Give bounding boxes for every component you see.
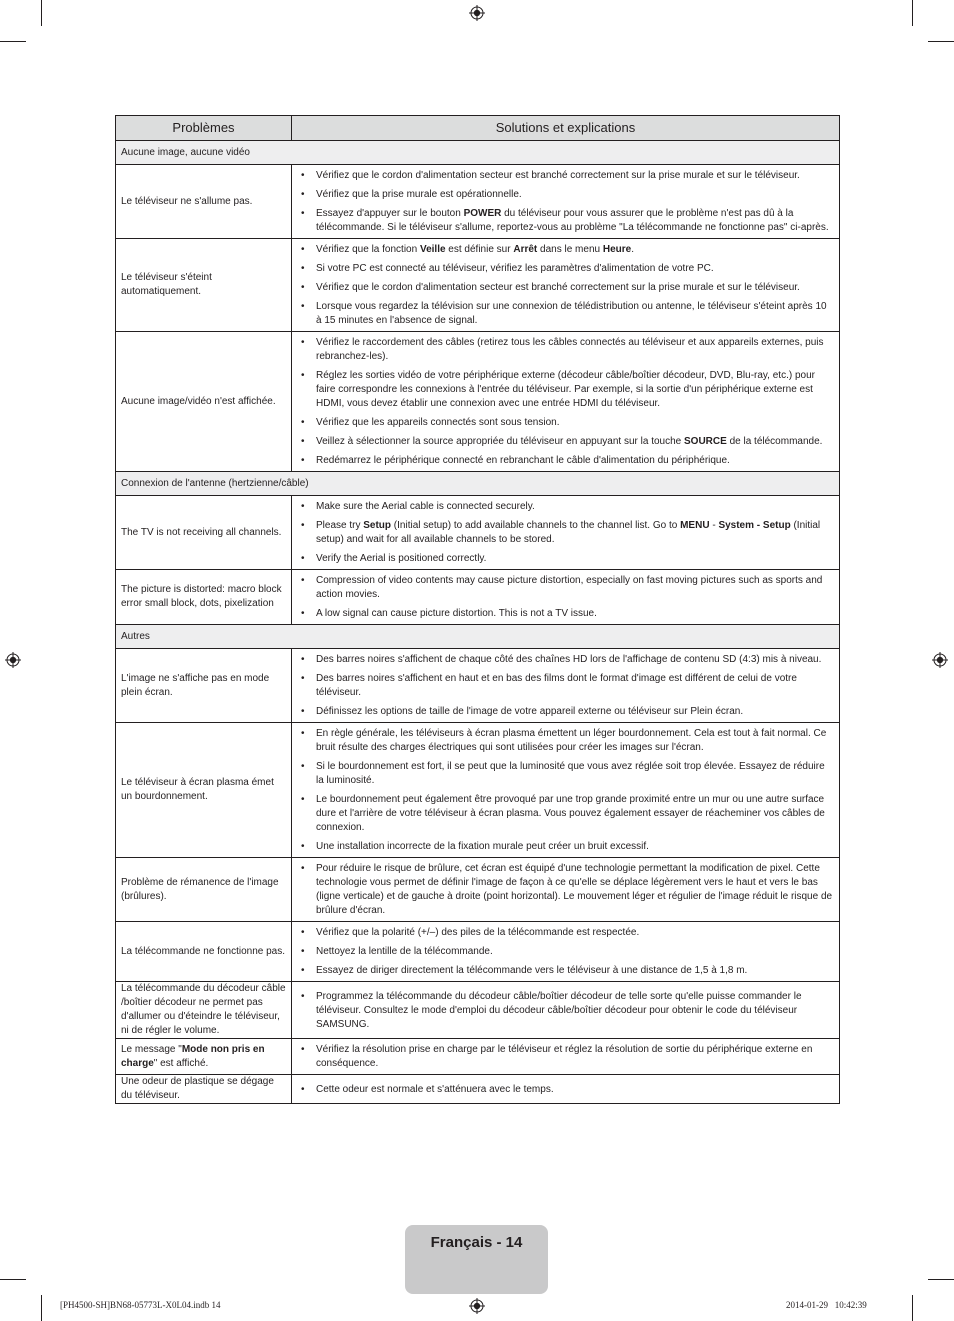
solution-item: • Essayez de diriger directement la télécommande vers le téléviseur à une distance de 1,5 à 1,8 m. xyxy=(297,964,834,978)
solution-item: • Make sure the Aerial cable is connected securely. xyxy=(297,500,834,514)
solution-item: • En règle générale, les téléviseurs à écran plasma émettent un léger bourdonnement. Cela est tout à fait normal. Ce bruit résulte des charges électriques qui sont utilisées pour créer les images sur l'écran. xyxy=(297,727,834,755)
table-row xyxy=(116,1075,840,1104)
table-row xyxy=(116,332,840,472)
header-problems: Problèmes xyxy=(116,116,292,141)
solution-item: • Des barres noires s'affichent en haut et en bas des films dont le format d'image est différent de celui de votre téléviseur. xyxy=(297,672,834,700)
bold-text-run: POWER xyxy=(463,208,502,219)
solution-item: • Vérifiez la résolution prise en charge par le téléviseur et réglez la résolution de sortie du périphérique externe en conséquence. xyxy=(297,1043,834,1071)
solution-item: • Si votre PC est connecté au téléviseur, vérifiez les paramètres d'alimentation de votre PC. xyxy=(297,262,834,276)
footer-timestamp: 2014-01-29 10:42:39 xyxy=(786,1300,867,1310)
table-row xyxy=(116,982,840,1039)
solutions-cell xyxy=(292,922,840,982)
solution-list xyxy=(297,649,834,722)
section-title: Autres xyxy=(116,625,840,649)
table-row xyxy=(116,239,840,332)
solution-item xyxy=(297,519,834,547)
bold-text-run: MENU xyxy=(680,520,710,531)
solutions-cell xyxy=(292,239,840,332)
text-run: (Initial setup) to add available channels to the channel list. Go to xyxy=(391,520,681,531)
solution-list xyxy=(297,165,834,238)
section-row xyxy=(116,625,840,649)
bold-text-run: Veille xyxy=(419,244,446,255)
solution-list xyxy=(297,496,834,569)
bold-text-run: Arrêt xyxy=(513,244,538,255)
crop-mark xyxy=(41,0,42,26)
solution-item: • Vérifiez que la polarité (+/–) des piles de la télécommande est respectée. xyxy=(297,926,834,940)
section-row xyxy=(116,141,840,165)
text-run: Veillez à sélectionner la source appropriée du téléviseur en appuyant sur la touche xyxy=(316,436,685,447)
solution-item: • Vérifiez que le cordon d'alimentation secteur est branché correctement sur la prise murale et sur le téléviseur. xyxy=(297,281,834,295)
bold-text-run: Mode non pris en charge xyxy=(121,1043,265,1069)
problem-cell: La télécommande du décodeur câble /boîtier décodeur ne permet pas d'allumer ou d'éteindre le téléviseur, ni de régler le volume. xyxy=(116,982,292,1039)
solution-list xyxy=(297,570,834,624)
problem-cell: Problème de rémanence de l'image (brûlures). xyxy=(116,858,292,922)
solution-list xyxy=(297,986,834,1035)
solutions-cell xyxy=(292,570,840,625)
problem-cell: Le téléviseur à écran plasma émet un bourdonnement. xyxy=(116,723,292,858)
solution-item: • Réglez les sorties vidéo de votre périphérique externe (décodeur câble/boîtier décodeur, DVD, Blu-ray, etc.) pour faire correspondre les connexions à l'entrée du téléviseur. Par exemple, si la sortie d'un périphérique externe est HDMI, vous devez établir une connexion avec une entrée HDMI du téléviseur. xyxy=(297,369,834,411)
solutions-cell xyxy=(292,982,840,1039)
crop-mark xyxy=(0,1279,26,1280)
registration-mark-icon xyxy=(932,652,948,668)
problem-cell: The picture is distorted: macro block error small block, dots, pixelization xyxy=(116,570,292,625)
registration-mark-icon xyxy=(469,1298,485,1314)
table-row xyxy=(116,1039,840,1075)
header-solutions: Solutions et explications xyxy=(292,116,840,141)
problem-cell: Le téléviseur s'éteint automatiquement. xyxy=(116,239,292,332)
solution-item xyxy=(297,435,834,449)
problem-cell: The TV is not receiving all channels. xyxy=(116,496,292,570)
solutions-cell xyxy=(292,496,840,570)
solution-item: • Vérifiez que le cordon d'alimentation secteur est branché correctement sur la prise murale et sur le téléviseur. xyxy=(297,169,834,183)
problem-cell: La télécommande ne fonctionne pas. xyxy=(116,922,292,982)
text-run: - xyxy=(709,520,719,531)
solution-list xyxy=(297,239,834,331)
crop-mark xyxy=(41,1295,42,1321)
solution-item: • Si le bourdonnement est fort, il se peut que la luminosité que vous avez réglée soit trop élevée. Essayez de réduire la luminosité. xyxy=(297,760,834,788)
solution-list xyxy=(297,723,834,857)
problem-cell: Une odeur de plastique se dégage du téléviseur. xyxy=(116,1075,292,1104)
solution-item: • Lorsque vous regardez la télévision sur une connexion de télédistribution ou antenne, le téléviseur s'éteint après 10 à 15 minutes en l'absence de signal. xyxy=(297,300,834,328)
table-row xyxy=(116,858,840,922)
text-run: (Initial setup) and wait for all available channels to be stored. xyxy=(316,520,821,545)
solutions-cell xyxy=(292,649,840,723)
table-row xyxy=(116,496,840,570)
solution-item: • Redémarrez le périphérique connecté en rebranchant le câble d'alimentation du périphérique. xyxy=(297,454,834,468)
solution-item: • Une installation incorrecte de la fixation murale peut créer un bruit excessif. xyxy=(297,840,834,854)
table-body xyxy=(116,141,840,1104)
crop-mark xyxy=(928,1279,954,1280)
solution-item: • Vérifiez le raccordement des câbles (retirez tous les câbles connectés au téléviseur et aux appareils externes, puis rebranchez-les). xyxy=(297,336,834,364)
solution-item xyxy=(297,243,834,257)
text-run: de la télécommande. xyxy=(726,436,823,447)
solution-item xyxy=(297,207,834,235)
text-run: Essayez d'appuyer sur le bouton xyxy=(316,208,464,219)
bold-text-run: Heure xyxy=(602,244,632,255)
solution-item: • Cette odeur est normale et s'atténuera avec le temps. xyxy=(297,1083,834,1097)
bold-text-run: Setup xyxy=(363,520,392,531)
table-row xyxy=(116,922,840,982)
solutions-cell xyxy=(292,858,840,922)
solution-item: • Le bourdonnement peut également être provoqué par une trop grande proximité entre un mur ou une autre surface dure et l'arrière de votre téléviseur à écran plasma. Vous pouvez également essayer de réacheminer vos câbles de connexion. xyxy=(297,793,834,835)
solutions-cell xyxy=(292,165,840,239)
solution-list xyxy=(297,332,834,471)
section-title: Connexion de l'antenne (hertzienne/câble) xyxy=(116,472,840,496)
text-run: Le message " xyxy=(121,1043,182,1055)
crop-mark xyxy=(0,41,26,42)
text-run: dans le menu xyxy=(537,244,603,255)
solution-item: • Vérifiez que la prise murale est opérationnelle. xyxy=(297,188,834,202)
solution-item: • Vérifiez que les appareils connectés sont sous tension. xyxy=(297,416,834,430)
solution-item: • Compression of video contents may cause picture distortion, especially on fast moving pictures such as sports and action movies. xyxy=(297,574,834,602)
crop-mark xyxy=(928,41,954,42)
solutions-cell xyxy=(292,1039,840,1075)
crop-mark xyxy=(912,0,913,26)
table-header-row xyxy=(116,116,840,141)
text-run: Please try xyxy=(316,520,364,531)
crop-mark xyxy=(912,1295,913,1321)
registration-mark-icon xyxy=(5,652,21,668)
solution-list xyxy=(297,858,834,921)
text-run: . xyxy=(631,244,634,255)
problem-cell: L'image ne s'affiche pas en mode plein écran. xyxy=(116,649,292,723)
solution-list xyxy=(297,1039,834,1074)
section-title: Aucune image, aucune vidéo xyxy=(116,141,840,165)
table-row xyxy=(116,165,840,239)
text-run: " est affiché. xyxy=(153,1057,209,1069)
solution-item: • Verify the Aerial is positioned correctly. xyxy=(297,552,834,566)
troubleshooting-table xyxy=(115,115,840,1104)
text-run: Vérifiez que la fonction xyxy=(316,244,420,255)
solution-item: • Nettoyez la lentille de la télécommande. xyxy=(297,945,834,959)
solutions-cell xyxy=(292,332,840,472)
problem-cell xyxy=(116,1039,292,1075)
solution-list xyxy=(297,1079,834,1100)
page-number-label: Français - 14 xyxy=(430,1234,523,1251)
text-run: du téléviseur pour vous assurer que le problème n'est pas dû à la télécommande. Si le téléviseur s'allume, reportez-vous au problème "La télécommande ne fonctionne pas" ci-après. xyxy=(316,208,829,233)
solutions-cell xyxy=(292,723,840,858)
problem-cell: Aucune image/vidéo n'est affichée. xyxy=(116,332,292,472)
text-run: est définie sur xyxy=(445,244,514,255)
solution-list xyxy=(297,922,834,981)
solution-item: • A low signal can cause picture distortion. This is not a TV issue. xyxy=(297,607,834,621)
bold-text-run: System - Setup xyxy=(718,520,791,531)
bold-text-run: SOURCE xyxy=(684,436,727,447)
table-row xyxy=(116,649,840,723)
footer-file-info: [PH4500-SH]BN68-05773L-X0L04.indb 14 xyxy=(60,1300,221,1310)
solutions-cell xyxy=(292,1075,840,1104)
section-row xyxy=(116,472,840,496)
solution-item: • Définissez les options de taille de l'image de votre appareil externe ou téléviseur sur Plein écran. xyxy=(297,705,834,719)
solution-item: • Programmez la télécommande du décodeur câble/boîtier décodeur de telle sorte qu'elle puisse commander le téléviseur. Consultez le mode d'emploi du décodeur câble/boîtier décodeur pour obtenir le code du téléviseur SAMSUNG. xyxy=(297,990,834,1032)
solution-item: • Des barres noires s'affichent de chaque côté des chaînes HD lors de l'affichage de contenu SD (4:3) mis à niveau. xyxy=(297,653,834,667)
table-row xyxy=(116,570,840,625)
page-number-tab xyxy=(405,1225,548,1294)
solution-item: • Pour réduire le risque de brûlure, cet écran est équipé d'une technologie permettant la modification de pixel. Cette technologie vous permet de définir l'image de façon à ce qu'elle se déplace légèrement vers le haut et vers le bas (ligne verticale) et de gauche à droite (point horizontal). Le mouvement léger et régulier de l'image réduit le risque de brûlure d'écran. xyxy=(297,862,834,918)
registration-mark-icon xyxy=(469,5,485,21)
problem-cell: Le téléviseur ne s'allume pas. xyxy=(116,165,292,239)
table-row xyxy=(116,723,840,858)
